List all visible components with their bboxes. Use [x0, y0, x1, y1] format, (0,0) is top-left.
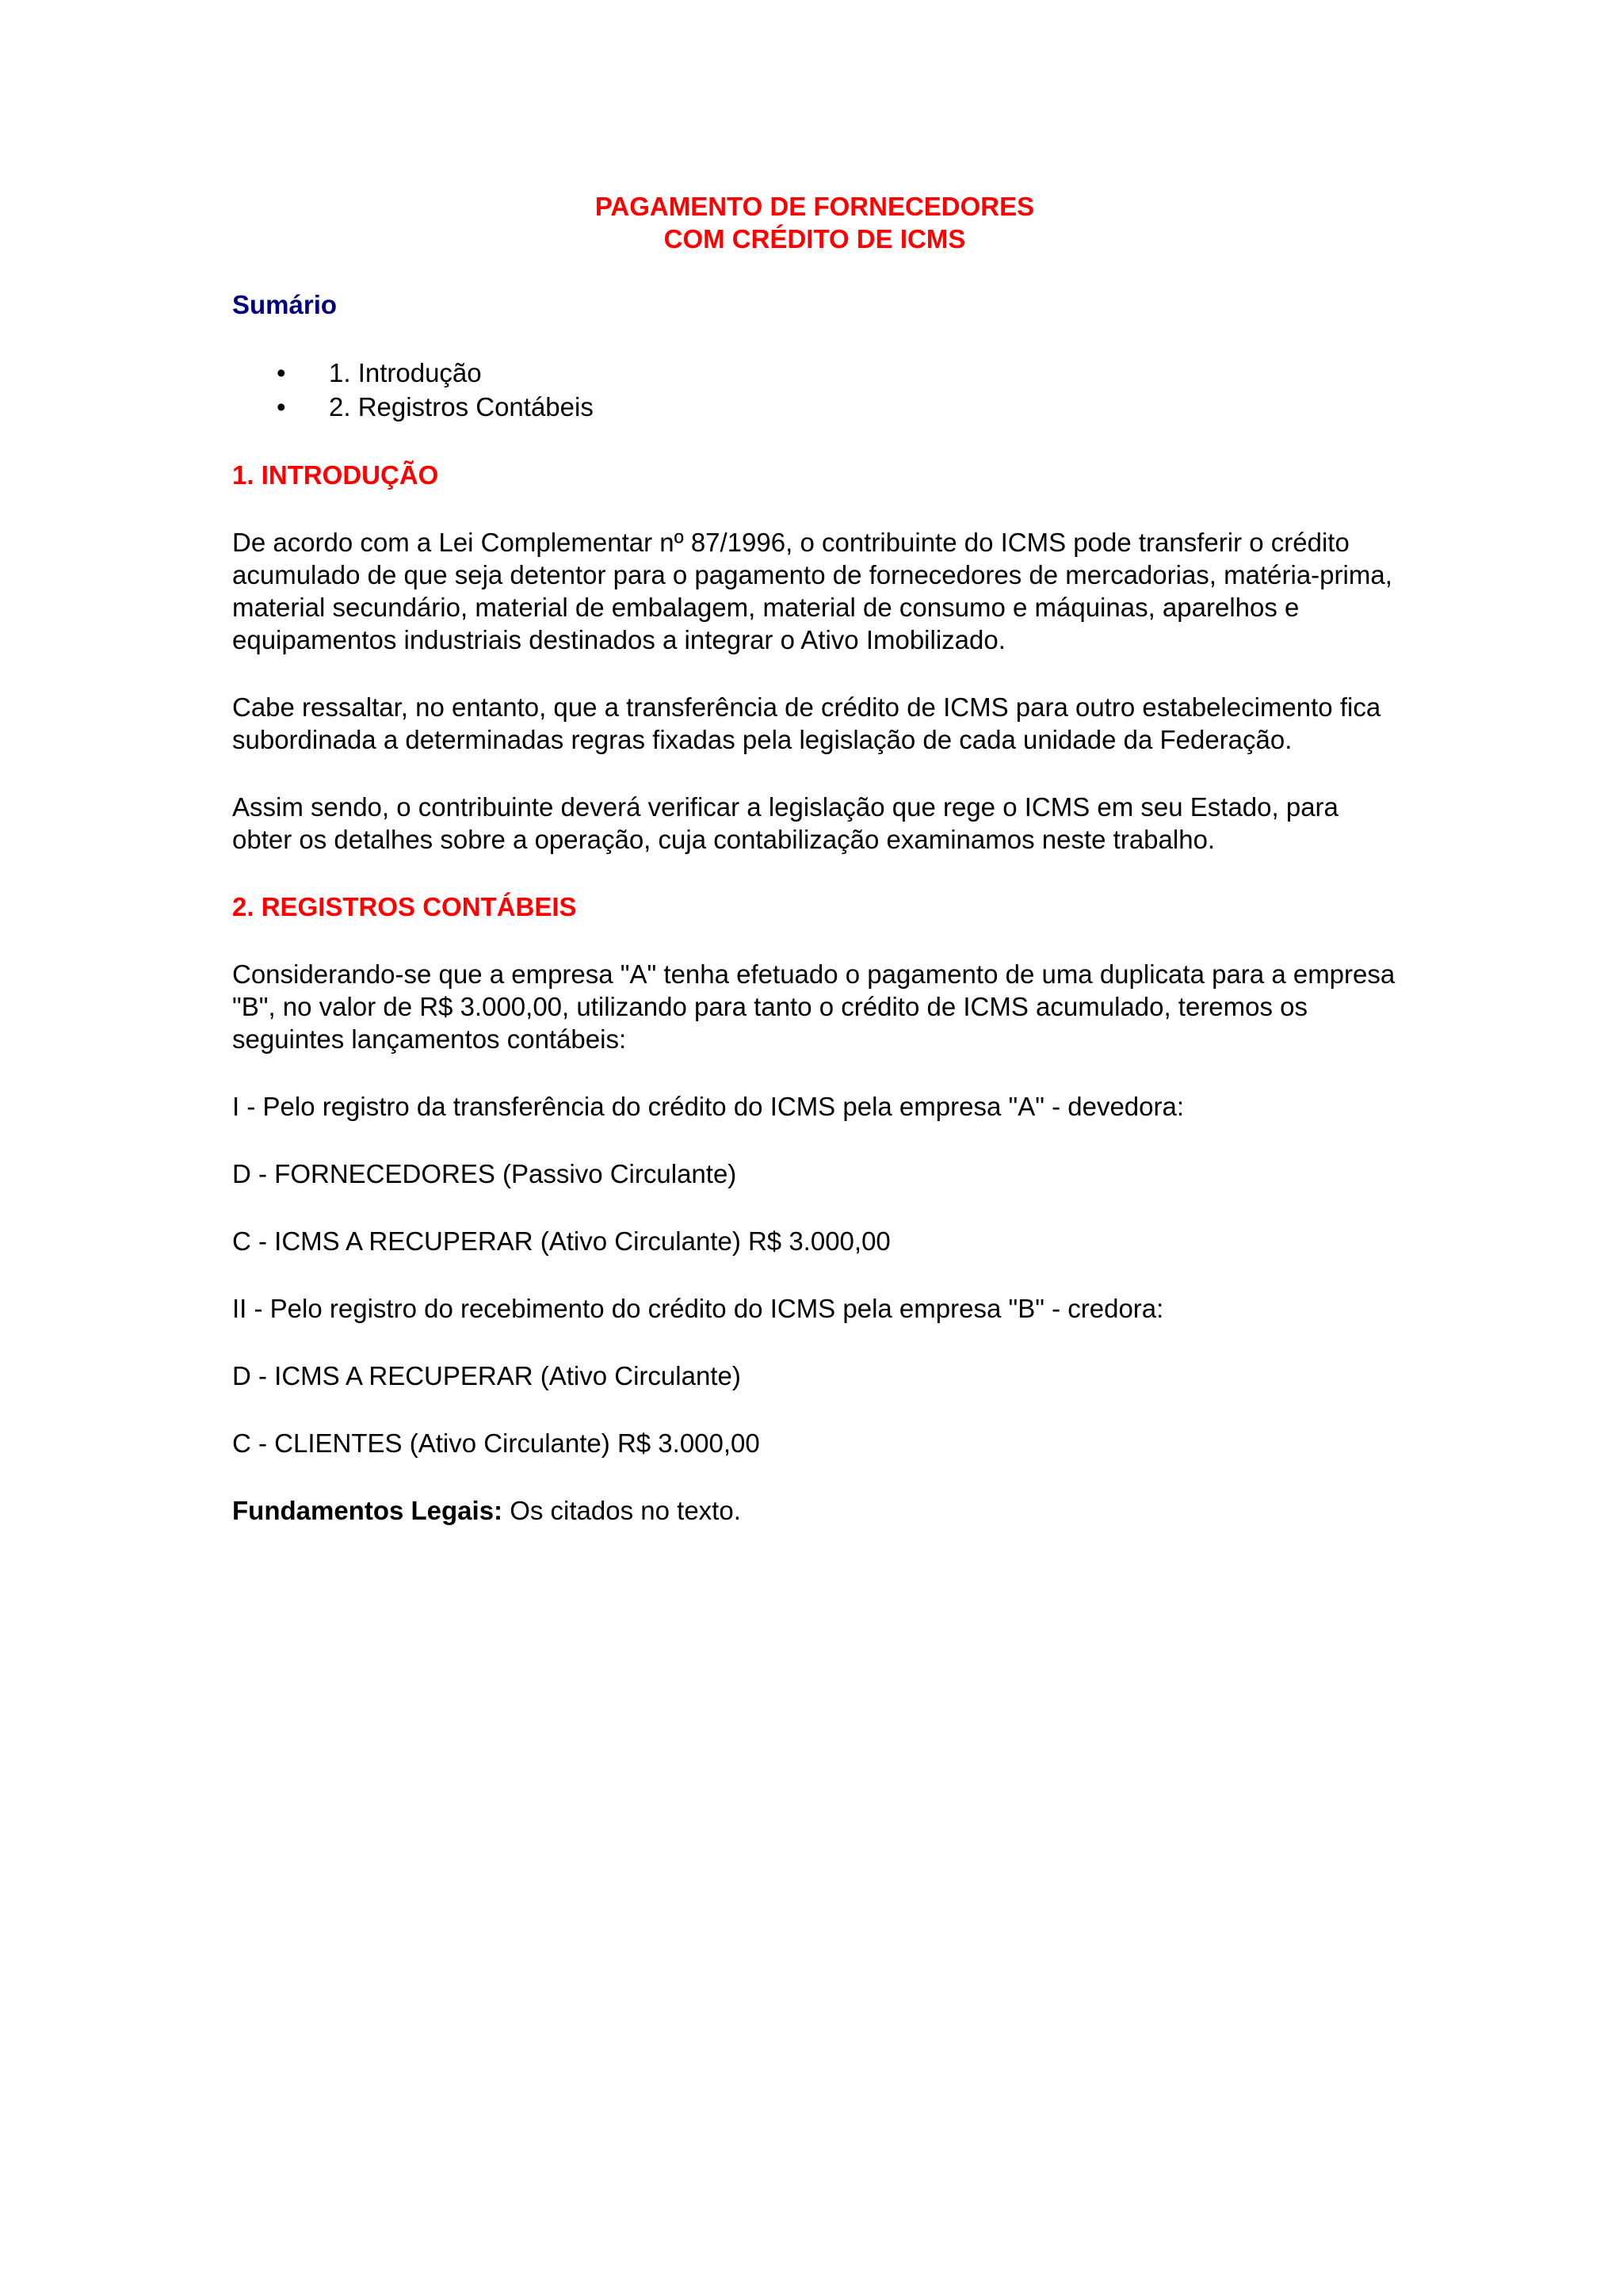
- summary-heading: Sumário: [232, 290, 338, 319]
- title-line-1: PAGAMENTO DE FORNECEDORES: [594, 192, 1035, 221]
- registros-entry-heading-2: II - Pelo registro do recebimento do crédito do ICMS pela empresa "B" - credora:: [232, 1294, 1164, 1323]
- toc-item-registros-contabeis[interactable]: [232, 390, 1397, 424]
- registros-entry-credit-1: C - ICMS A RECUPERAR (Ativo Circulante) R$ 3.000,00: [232, 1226, 891, 1256]
- registros-entry-credit-2: C - CLIENTES (Ativo Circulante) R$ 3.000,00: [232, 1428, 760, 1458]
- table-of-contents: [232, 356, 1397, 424]
- section-heading-introducao: 1. INTRODUÇÃO: [232, 460, 439, 490]
- registros-entry-heading-1: I - Pelo registro da transferência do crédito do ICMS pela empresa "A" - devedora:: [232, 1092, 1185, 1121]
- legal-basis-text: Os citados no texto.: [502, 1496, 741, 1525]
- toc-item-label: 2. Registros Contábeis: [329, 392, 594, 421]
- title-line-2: COM CRÉDITO DE ICMS: [663, 224, 966, 254]
- toc-item-introducao[interactable]: [232, 356, 1397, 390]
- intro-paragraph-3: Assim sendo, o contribuinte deverá verificar a legislação que rege o ICMS em seu Estado, para obter os detalhes sobre a operação, cuja contabilização examinamos neste trabalho.: [232, 792, 1338, 854]
- toc-item-label: 1. Introdução: [329, 358, 482, 387]
- registros-entry-debit-1: D - FORNECEDORES (Passivo Circulante): [232, 1159, 737, 1188]
- intro-paragraph-1: De acordo com a Lei Complementar nº 87/1996, o contribuinte do ICMS pode transferir o crédito acumulado de que seja detentor para o pagamento de fornecedores de mercadorias, matéria-prima, material secundário, material de embalagem, material de consumo e máquinas, aparelhos e equipamentos industriais destinados a integrar o Ativo Imobilizado.: [232, 528, 1392, 654]
- bullet-icon: •: [277, 392, 286, 421]
- bullet-icon: •: [277, 358, 286, 387]
- intro-paragraph-2: Cabe ressaltar, no entanto, que a transferência de crédito de ICMS para outro estabelecimento fica subordinada a determinadas regras fixadas pela legislação de cada unidade da Federação.: [232, 692, 1381, 754]
- legal-basis: [232, 1494, 1397, 1527]
- section-heading-registros-contabeis: 2. REGISTROS CONTÁBEIS: [232, 892, 577, 921]
- document-title: [232, 190, 1397, 255]
- registros-entry-debit-2: D - ICMS A RECUPERAR (Ativo Circulante): [232, 1361, 741, 1390]
- registros-paragraph-context: Considerando-se que a empresa "A" tenha efetuado o pagamento de uma duplicata para a empresa "B", no valor de R$ 3.000,00, utilizando para tanto o crédito de ICMS acumulado, teremos os seguintes lançamentos contábeis:: [232, 959, 1396, 1054]
- legal-basis-label: Fundamentos Legais:: [232, 1496, 503, 1525]
- document-content: [232, 190, 1397, 1562]
